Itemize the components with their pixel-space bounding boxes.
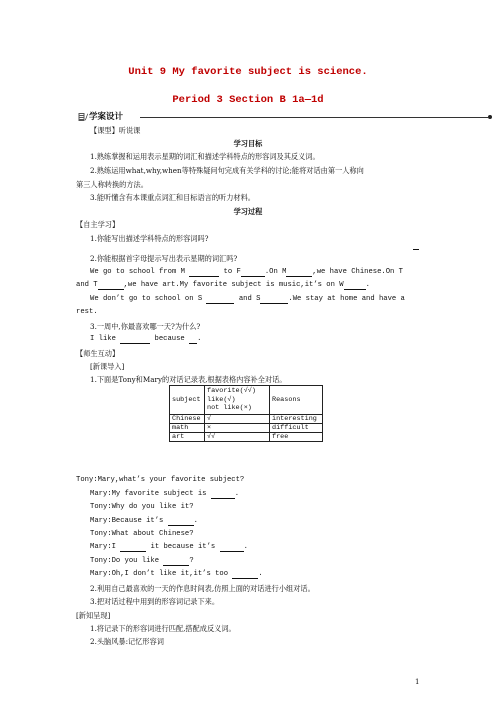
table-row — [170, 414, 323, 423]
header-like: like(√) — [207, 395, 236, 404]
goals-heading: 学习目标 — [233, 139, 263, 148]
dialog-line-1: Tony:Mary,what’s your favorite subject? — [76, 476, 245, 484]
dialog-line-2 — [90, 490, 239, 499]
self-study-heading: 【自主学习】 — [76, 220, 120, 229]
q2-text: ,we have art.My favorite subject is music,it’s on W — [123, 281, 344, 289]
cell-rating: √√ — [205, 432, 270, 441]
q2-text: and S — [238, 295, 261, 303]
pen-notebook-icon — [78, 112, 88, 122]
dialog-text: ? — [189, 557, 194, 565]
table-row — [170, 423, 323, 432]
dialog-text: Mary:My favorite subject is — [90, 490, 207, 498]
dialog-text: . — [193, 517, 198, 525]
blank-friday[interactable] — [241, 269, 265, 277]
cell-reason: interesting — [270, 414, 323, 423]
blank-monday[interactable] — [189, 269, 219, 277]
dialog-line-4 — [90, 517, 198, 526]
q2-text: ,we have Chinese.On T — [312, 268, 403, 276]
blank-reason-chinese[interactable] — [220, 544, 244, 552]
header-rating — [205, 386, 270, 415]
blank-reason-math[interactable] — [232, 571, 258, 579]
blank-monday-2[interactable] — [286, 269, 312, 277]
cell-subject: Chinese — [170, 414, 205, 423]
new-knowledge-item-2: 2.头脑风暴:记忆形容词 — [90, 637, 164, 646]
new-knowledge-heading: [新知呈现] — [76, 611, 111, 620]
q2-text: We go to school from M — [90, 268, 185, 276]
banner-divider — [140, 117, 488, 118]
goal-2: 2.熟练运用what,why,when等特殊疑问句完成有关学科的讨论;能将对话由第一人称向 — [90, 166, 364, 175]
dialog-text: Mary:Oh,I don’t like it,it’s too — [90, 570, 229, 578]
table-header-row — [170, 386, 323, 415]
goal-3: 3.能听懂含有本课重点词汇和目标语言的听力材料。 — [90, 193, 255, 202]
new-knowledge-item-1: 1.将记录下的形容词进行匹配,搭配成反义词。 — [90, 624, 236, 633]
dialog-line-6 — [90, 543, 248, 552]
banner-title: 学案设计 — [89, 112, 124, 122]
blank-subject-math[interactable] — [163, 558, 189, 566]
q2-line-3 — [90, 295, 405, 304]
q2-text: and T — [76, 281, 98, 289]
goal-1: 1.熟练掌握和运用表示星期的词汇和描述学科特点的形容词及其反义词。 — [90, 152, 320, 161]
record-table — [169, 385, 323, 442]
dialog-line-5: Tony:What about Chinese? — [90, 530, 194, 538]
q3-text: I like — [90, 335, 116, 343]
dialog-line-8 — [90, 570, 263, 579]
q2-line-4: rest. — [76, 308, 98, 316]
q3-text: because — [154, 335, 185, 343]
period-subtitle: Period 3 Section B 1a—1d — [172, 94, 324, 106]
q2-text: . — [365, 281, 370, 289]
dialog-text: Mary:I — [90, 543, 116, 551]
intro-heading: [新课导入] — [90, 362, 125, 371]
cell-subject: art — [170, 432, 205, 441]
dialog-text: . — [243, 543, 248, 551]
dialog-text: . — [234, 490, 240, 498]
blank-reason[interactable] — [189, 336, 197, 344]
blank-reason-art[interactable] — [168, 518, 194, 526]
q3-line — [90, 335, 201, 344]
dialog-text: Mary:Because it’s — [90, 517, 164, 525]
blank-favorite-subject[interactable] — [211, 491, 235, 499]
q2-text: .We stay at home and have a — [288, 295, 405, 303]
q2-line-1 — [90, 268, 403, 277]
goal-2-cont: 第三人称转换的方法。 — [76, 180, 148, 189]
q2-text: to F — [223, 268, 241, 276]
dialog-text: Tony:Do you like — [90, 557, 160, 565]
intro-item-1: 1.下面是Tony和Mary的对话记录表,根据表格内容补全对话。 — [90, 375, 287, 384]
q2-text: We don’t go to school on S — [90, 295, 203, 303]
dialog-line-3: Tony:Why do you like it? — [90, 503, 194, 511]
banner-dot — [488, 115, 492, 119]
dialog-text: it because it’s — [150, 543, 216, 551]
intro-item-3: 3.把对话过程中用到的形容词记录下来。 — [90, 597, 220, 606]
page-number: 1 — [415, 678, 420, 686]
blank-saturday[interactable] — [206, 296, 234, 304]
q2-line-2 — [76, 281, 370, 290]
process-heading: 学习过程 — [233, 207, 263, 216]
blank-wednesday[interactable] — [344, 282, 366, 290]
header-not-like: not like(×) — [207, 404, 252, 412]
dialog-text: . — [258, 570, 263, 578]
header-favorite: favorite(√√) — [207, 387, 256, 395]
header-reasons: Reasons — [270, 386, 323, 415]
table-row — [170, 432, 323, 441]
question-2: 2.你能根据首字母提示写出表示星期的词汇吗? — [90, 254, 238, 263]
cell-rating: × — [205, 423, 270, 432]
question-3: 3.一周中,你最喜欢哪一天?为什么? — [90, 322, 201, 331]
blank-like[interactable] — [120, 544, 146, 552]
dialog-line-7 — [90, 557, 194, 566]
blank-thursday[interactable] — [98, 282, 124, 290]
intro-item-2: 2.利用自己最喜欢的一天的作息时间表,仿照上面的对话进行小组对话。 — [90, 584, 315, 593]
q2-text: .On M — [264, 268, 287, 276]
cell-rating: √ — [205, 414, 270, 423]
answer-blank[interactable] — [413, 249, 419, 250]
cell-subject: math — [170, 423, 205, 432]
interaction-heading: 【师生互动】 — [76, 349, 120, 358]
section-banner — [78, 112, 492, 122]
unit-title: Unit 9 My favorite subject is science. — [128, 66, 368, 78]
blank-day[interactable] — [120, 336, 150, 344]
course-type: 【课型】听说课 — [90, 126, 141, 135]
header-subject: subject — [170, 386, 205, 415]
cell-reason: difficult — [270, 423, 323, 432]
question-1: 1.你能写出描述学科特点的形容词吗? — [90, 234, 209, 243]
cell-reason: free — [270, 432, 323, 441]
blank-sunday[interactable] — [260, 296, 288, 304]
q3-text: . — [197, 335, 202, 343]
